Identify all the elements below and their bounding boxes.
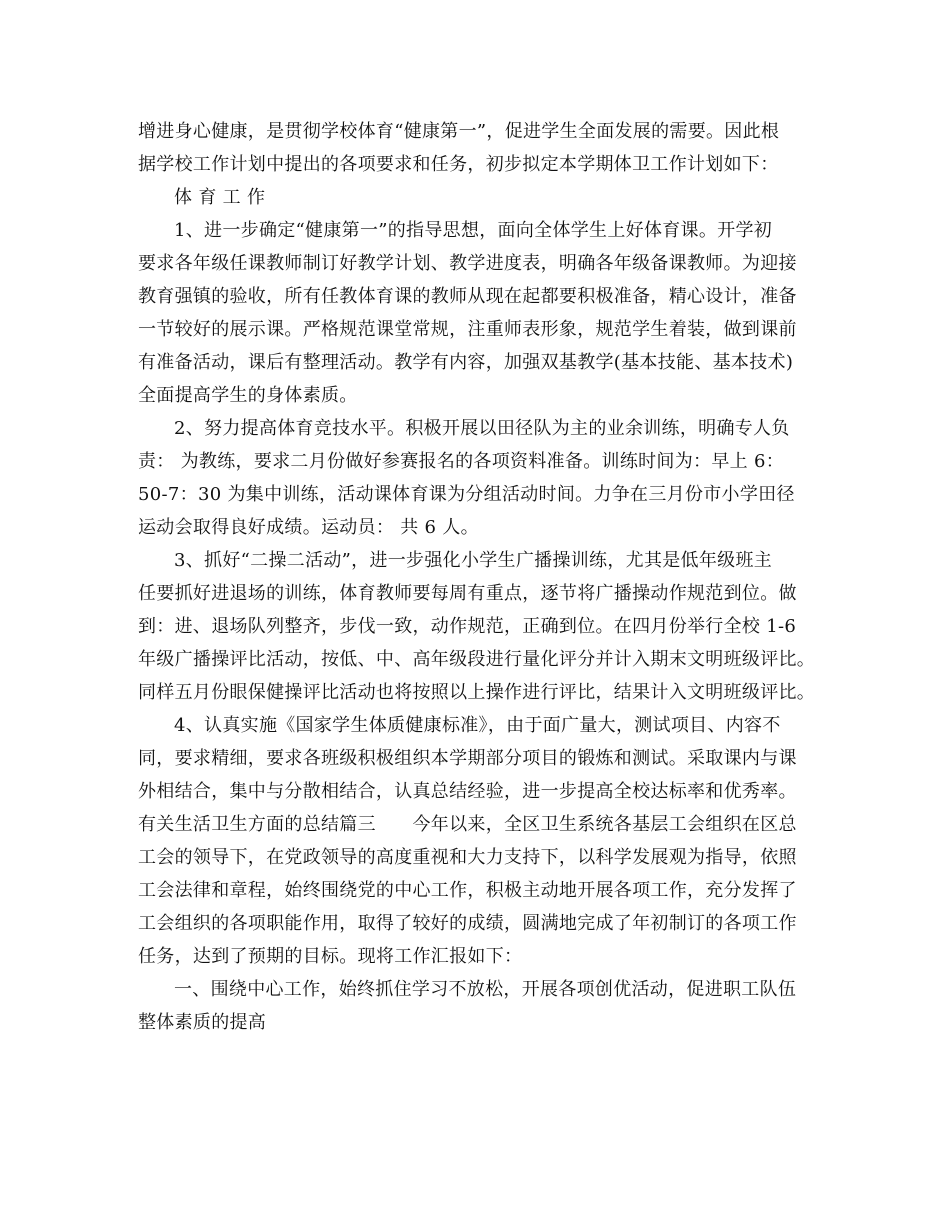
text-line: 增进身心健康，是贯彻学校体育“健康第一”，促进学生全面发展的需要。因此根 (138, 121, 780, 142)
text-line: 运动会取得良好成绩。运动员： 共 6 人。 (138, 517, 479, 538)
text-line: 3、抓好“二操二活动”，进一步强化小学生广播操训练，尤其是低年级班主 (174, 550, 773, 571)
text-line: 全面提高学生的身体素质。 (138, 385, 358, 406)
text-line: 任要抓好进退场的训练，体育教师要每周有重点，逐节将广播操动作规范到位。做 (138, 583, 797, 604)
text-line: 要求各年级任课教师制订好教学计划、教学进度表，明确各年级备课教师。为迎接 (138, 253, 797, 274)
text-line: 一、围绕中心工作，始终抓住学习不放松，开展各项创优活动，促进职工队伍 (174, 979, 797, 1000)
text-line: 工会法律和章程，始终围绕党的中心工作，积极主动地开展各项工作，充分发挥了 (138, 880, 797, 901)
text-line: 工会组织的各项职能作用，取得了较好的成绩，圆满地完成了年初制订的各项工作 (138, 913, 797, 934)
text-line: 4、认真实施《国家学生体质健康标准》，由于面广量大，测试项目、内容不 (174, 715, 781, 736)
text-line: 责： 为教练，要求二月份做好参赛报名的各项资料准备。训练时间为：早上 6： (138, 451, 784, 472)
text-line: 任务，达到了预期的目标。现将工作汇报如下： (138, 946, 523, 967)
text-line: 整体素质的提高 (138, 1012, 267, 1033)
text-line: 1、进一步确定“健康第一”的指导思想，面向全体学生上好体育课。开学初 (174, 220, 773, 241)
text-line: 工会的领导下，在党政领导的高度重视和大力支持下，以科学发展观为指导，依照 (138, 847, 797, 868)
text-line: 50-7：30 为集中训练，活动课体育课为分组活动时间。力争在三月份市小学田径 (138, 484, 795, 505)
text-line: 到：进、退场队列整齐，步伐一致，动作规范，正确到位。在四月份举行全校 1-6 (138, 616, 797, 637)
text-line: 一节较好的展示课。严格规范课堂常规，注重师表形象，规范学生着装，做到课前 (138, 319, 797, 340)
text-line: 外相结合，集中与分散相结合，认真总结经验，进一步提高全校达标率和优秀率。 (138, 781, 797, 802)
document-body (138, 115, 828, 1039)
text-line: 2、努力提高体育竞技水平。积极开展以田径队为主的业余训练，明确专人负 (174, 418, 790, 439)
text-line: 同，要求精细，要求各班级积极组织本学期部分项目的锻炼和测试。采取课内与课 (138, 748, 797, 769)
text-line: 年级广播操评比活动，按低、中、高年级段进行量化评分并计入期末文明班级评比。 (138, 649, 816, 670)
text-line: 据学校工作计划中提出的各项要求和任务，初步拟定本学期体卫工作计划如下： (138, 154, 779, 175)
text-line: 教育强镇的验收，所有任教体育课的教师从现在起都要积极准备，精心设计，准备 (138, 286, 797, 307)
section-heading: 体 育 工 作 (174, 187, 266, 208)
text-line: 有关生活卫生方面的总结篇三 今年以来，全区卫生系统各基层工会组织在区总 (138, 814, 797, 835)
text-line: 同样五月份眼保健操评比活动也将按照以上操作进行评比，结果计入文明班级评比。 (138, 682, 816, 703)
text-line: 有准备活动，课后有整理活动。教学有内容，加强双基教学(基本技能、基本技术) (138, 352, 794, 373)
